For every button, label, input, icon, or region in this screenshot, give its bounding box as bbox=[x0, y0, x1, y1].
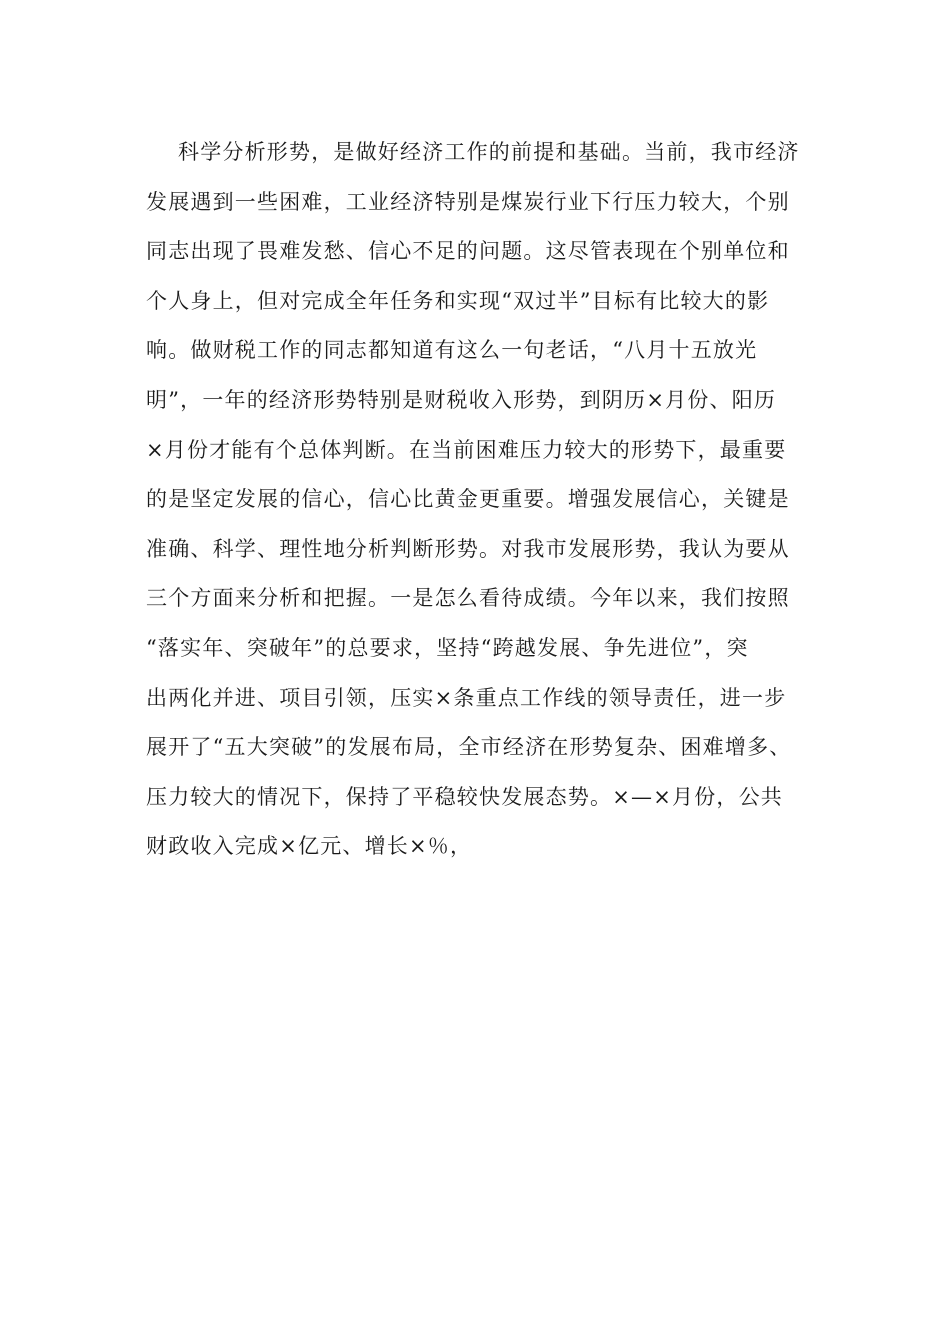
paragraph-line-4: 个人身上，但对完成全年任务和实现“双过半”目标有比较大的影 bbox=[146, 288, 770, 313]
paragraph-line-13: 展开了“五大突破”的发展布局，全市经济在形势复杂、困难增多、 bbox=[146, 735, 792, 760]
paragraph-line-15: 财政收入完成×亿元、增长×％， bbox=[146, 834, 473, 859]
paragraph-line-6: 明”，一年的经济形势特别是财税收入形势，到阴历×月份、阳历 bbox=[146, 387, 777, 412]
paragraph bbox=[146, 131, 846, 875]
paragraph-line-7: ×月份才能有个总体判断。在当前困难压力较大的形势下，最重要 bbox=[146, 437, 787, 462]
paragraph-line-3: 同志出现了畏难发愁、信心不足的问题。这尽管表现在个别单位和 bbox=[146, 239, 790, 264]
paragraph-line-5: 响。做财税工作的同志都知道有这么一句老话，“八月十五放光 bbox=[146, 338, 758, 363]
paragraph-line-2: 发展遇到一些困难，工业经济特别是煤炭行业下行压力较大，个别 bbox=[146, 189, 790, 214]
paragraph-line-10: 三个方面来分析和把握。一是怎么看待成绩。今年以来，我们按照 bbox=[146, 586, 790, 611]
paragraph-line-1: 科学分析形势，是做好经济工作的前提和基础。当前，我市经济 bbox=[178, 140, 800, 164]
paragraph-line-14: 压力较大的情况下，保持了平稳较快发展态势。×—×月份，公共 bbox=[146, 784, 783, 809]
paragraph-line-8: 的是坚定发展的信心，信心比黄金更重要。增强发展信心，关键是 bbox=[146, 487, 790, 512]
paragraph-line-12: 出两化并进、项目引领，压实×条重点工作线的领导责任，进一步 bbox=[146, 685, 787, 710]
paragraph-line-9: 准确、科学、理性地分析判断形势。对我市发展形势，我认为要从 bbox=[146, 536, 790, 561]
paragraph-line-11: “落实年、突破年”的总要求，坚持“跨越发展、争先进位”，突 bbox=[146, 635, 749, 660]
